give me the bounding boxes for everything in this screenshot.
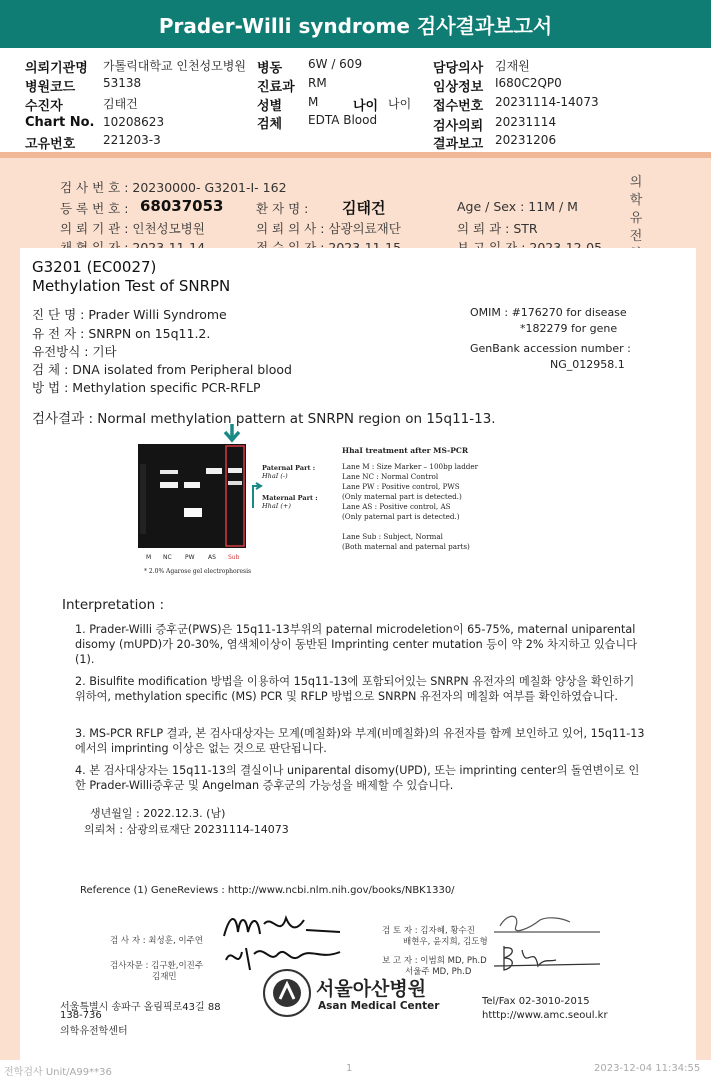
clinical-label: 임상정보 [433, 80, 484, 95]
reg-no-value: 68037053 [140, 197, 224, 215]
hospital-code-label: 병원코드 [25, 80, 76, 95]
specimen-label: 검체 [257, 117, 283, 132]
report-value: 20231206 [495, 133, 557, 147]
advisor-line2: 김재민 [152, 972, 177, 982]
report-label: 결과보고 [433, 137, 484, 152]
logo-english: Asan Medical Center [318, 1000, 440, 1012]
tel-fax: Tel/Fax 02-3010-2015 [482, 996, 590, 1007]
legend-line: Lane NC : Normal Control [342, 472, 439, 481]
examiner: 검 사 자 : 최성훈, 이주연 [110, 936, 203, 946]
interpretation-para-3: 3. MS-PCR RFLP 결과, 본 검사대상자는 모계(메칠화)와 부계(비메칠화)의 유전자를 함께 보인하고 있어, 15q11-13에서의 imprinting 이상은 없는 것으로 판단됩니다. [75, 727, 645, 755]
birth-date: 생년월일 : 2022.12.3. (남) [90, 807, 226, 820]
report-header [0, 48, 711, 152]
paternal-label: Paternal Part : [262, 464, 316, 472]
patient-value: 김태건 [103, 97, 138, 111]
report-title: Prader-Willi syndrome 검사결과보고서 [0, 0, 711, 48]
lane-label-nc: NC [163, 554, 172, 561]
genbank-label: GenBank accession number : [470, 342, 631, 355]
reg-no-label: 등 록 번 호 : [60, 201, 129, 216]
clinical-value: I680C2QP0 [495, 76, 562, 90]
institution-value: 가톨릭대학교 인천성모병원 [103, 59, 246, 73]
test-name: Methylation Test of SNRPN [32, 277, 231, 295]
maternal-label: Maternal Part : [262, 494, 318, 502]
legend-line: Lane PW : Positive control, PWS [342, 482, 460, 491]
reporter-line2: 서울주 MD, Ph.D [405, 967, 472, 977]
interpretation-para-2: 2. Bisulfite modification 방법을 이용하여 15q11-13에 포함되어있는 SNRPN 유전자의 메칠화 양상을 확인하기 위하여, methylation specific (MS) PCR 및 RFLP 방법으로 SNRPN 유전자의 메칠화 여부를 확인하였습니다. [75, 675, 635, 703]
request-label: 검사의뢰 [433, 119, 484, 134]
referrer: 의뢰처 : 삼광의료재단 20231114-14073 [84, 823, 289, 836]
ward-value: 6W / 609 [308, 57, 363, 71]
interpretation-para-1: 1. Prader-Willi 증후군(PWS)은 15q11-13부위의 paternal microdeletion이 65-75%, maternal uniparental disomy (mUPD)가 20-30%, 염색체이상이 동반된 Imprinting center mutation 등이 약 2% 차지하고 있습니다 (1). [75, 623, 638, 666]
test-code: G3201 (EC0027) [32, 258, 157, 276]
inheritance: 유전방식 : 기타 [32, 344, 117, 359]
age-sex: Age / Sex : 11M / M [457, 199, 578, 214]
patient-name-label: 환 자 명 : [256, 201, 309, 216]
doctor-label: 담당의사 [433, 61, 484, 76]
signature-examiner [220, 910, 350, 944]
reference: Reference (1) GeneReviews : http://www.ncbi.nlm.nih.gov/books/NBK1330/ [80, 885, 455, 896]
lane-label-m: M [146, 554, 152, 561]
doctor-value: 김재원 [495, 59, 530, 73]
legend-line: (Both maternal and paternal parts) [342, 542, 470, 551]
chart-label: Chart No. [25, 115, 95, 130]
patient-label: 수진자 [25, 99, 63, 114]
test-result: 검사결과 : Normal methylation pattern at SNRPN region on 15q11-13. [32, 411, 496, 427]
signature-reporter [490, 940, 610, 976]
ref-org: 의 뢰 의 사 : 삼광의료재단 [256, 221, 401, 236]
legend-line: (Only maternal part is detected.) [342, 492, 462, 501]
diagnosis: 진 단 명 : Prader Willi Syndrome [32, 307, 227, 322]
footer-page: 1 [346, 1063, 353, 1074]
request-value: 20231114 [495, 115, 557, 129]
unique-value: 221203-3 [103, 133, 161, 147]
age-value: 나이 [388, 97, 412, 111]
scanned-report [0, 152, 711, 1088]
test-number: 검 사 번 호 : 20230000- G3201-I- 162 [60, 180, 287, 195]
paternal-enzyme: HhaⅠ (-) [262, 472, 288, 480]
omim-disease: OMIM : #176270 for disease [470, 306, 627, 319]
legend-line: Lane Sub : Subject, Normal [342, 532, 443, 541]
genbank-value: NG_012958.1 [550, 358, 625, 371]
advisor-label: 검사자문 : 김구환,이진주 [110, 961, 204, 971]
address-line-2: 138-736 [60, 1010, 102, 1021]
result-paper [20, 248, 696, 1088]
legend-line: (Only paternal part is detected.) [342, 512, 460, 521]
interpretation-label: Interpretation : [62, 597, 165, 613]
unique-label: 고유번호 [25, 137, 76, 152]
reporter-label: 보 고 자 : 이범희 MD, Ph.D [382, 956, 487, 966]
age-label: 나이 [353, 99, 379, 114]
gel-legend [342, 446, 478, 552]
address-line-3: 의학유전학센터 [60, 1026, 128, 1037]
dept-label: 진료과 [257, 80, 295, 95]
legend-title: HhaI treatment after MS-PCR [342, 446, 469, 455]
request-org: 의 뢰 기 관 : 인천성모병원 [60, 221, 205, 236]
specimen-value: EDTA Blood [308, 113, 378, 127]
lane-label-sub: Sub [228, 554, 240, 561]
patient-name-value: 김태건 [342, 199, 386, 217]
dept-value: RM [308, 76, 327, 90]
legend-line: Lane AS : Positive control, AS [342, 502, 451, 511]
sex-value: M [308, 95, 319, 109]
asan-foundation-seal [262, 968, 312, 1018]
legend-line [342, 522, 478, 532]
sample: 검 체 : DNA isolated from Peripheral blood [32, 362, 292, 377]
website: htttp://www.amc.seoul.kr [482, 1010, 608, 1021]
reviewer-line2: 배현우, 윤지희, 김도형 [403, 937, 488, 947]
address-line-1: 서울특별시 송파구 올림픽로43길 88 [60, 1002, 221, 1013]
ref-dept: 의 뢰 과 : STR [457, 221, 538, 236]
lane-label-pw: PW [185, 554, 195, 561]
ward-label: 병동 [257, 61, 283, 76]
arrow-down-icon [220, 422, 244, 444]
interpretation-para-4: 4. 본 검사대상자는 15q11-13의 결실이나 uniparental disomy(UPD), 또는 imprinting center의 돌연변이로 인한 Prader-Willi증후군 및 Angelman 증후군의 가능성을 배제할 수 있습니다. [75, 764, 640, 792]
receipt-value: 20231114-14073 [495, 95, 599, 109]
maternal-enzyme: HhaⅠ (+) [262, 502, 291, 510]
hospital-code-value: 53138 [103, 76, 142, 90]
logo-korean: 서울아산병원 [316, 978, 427, 1000]
chart-value: 10208623 [103, 115, 165, 129]
dept-side-label: 의학유전 [629, 175, 643, 244]
gel-caption: * 2.0% Agarose gel electrophoresis [144, 568, 252, 575]
patient-info-band [0, 152, 711, 247]
footer-bar [0, 1060, 711, 1088]
footer-unit: 전학검사 Unit/A99**36 [4, 1067, 112, 1078]
receipt-label: 접수번호 [433, 99, 484, 114]
gene: 유 전 자 : SNRPN on 15q11.2. [32, 326, 211, 341]
signature-reviewer [490, 908, 610, 938]
bracket-arrow-icon [248, 482, 264, 512]
sex-label: 성별 [257, 99, 283, 114]
institution-label: 의뢰기관명 [25, 61, 88, 76]
gel-image [138, 444, 246, 548]
omim-gene: *182279 for gene [520, 322, 618, 335]
footer-timestamp: 2023-12-04 11:34:55 [594, 1063, 701, 1074]
reviewer-label: 검 토 자 : 김자혜, 황수진 [382, 926, 475, 936]
legend-line: Lane M : Size Marker – 100bp ladder [342, 462, 479, 471]
method: 방 법 : Methylation specific PCR-RFLP [32, 380, 261, 395]
lane-label-as: AS [208, 554, 216, 561]
